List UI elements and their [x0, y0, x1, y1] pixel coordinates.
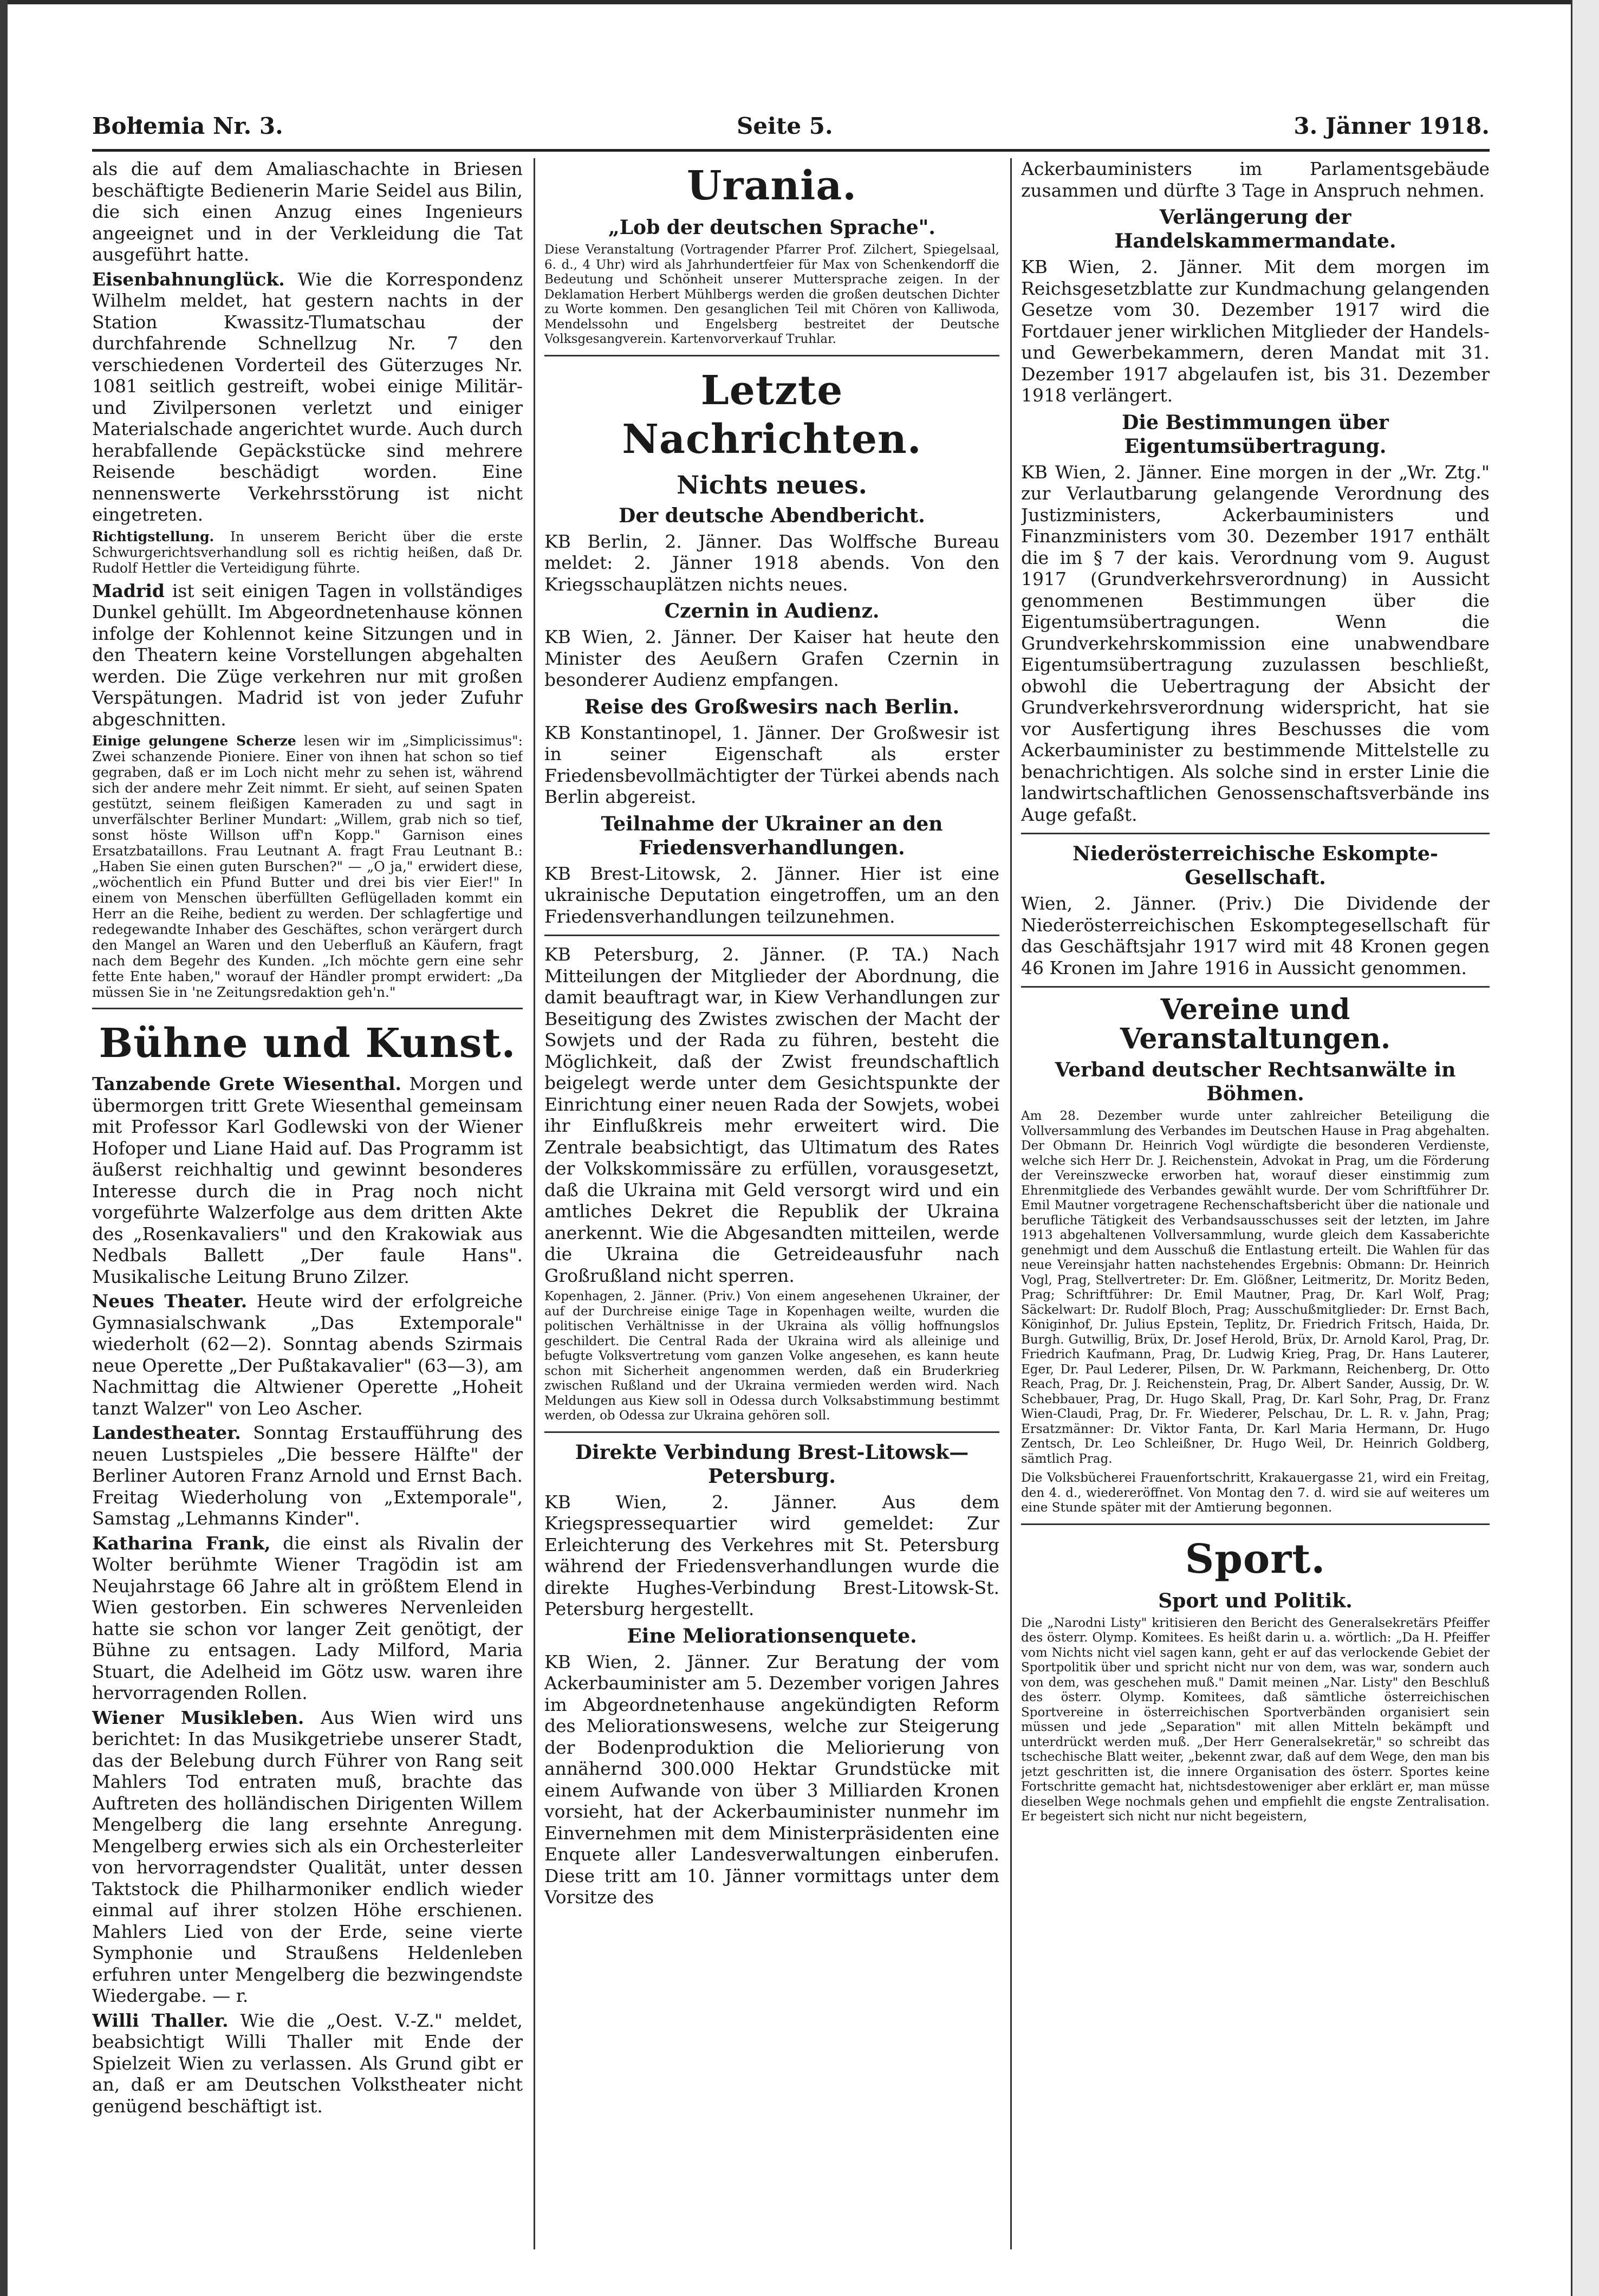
- headline-handelskammermandate: Verlängerung der Handelskammermandate.: [1114, 206, 1396, 252]
- headline-czernin: Czernin in Audienz.: [664, 600, 880, 622]
- section-title-urania: Urania.: [686, 163, 857, 209]
- article-eisenbahnunglueck: Eisenbahnunglück. Wie die Korrespondenz Wilhelm meldet, hat gestern nachts in der Station Kwassitz-Tlumatschau der durchfahrende Schnellzug Nr. 7 den verschiedenen Vorderteil des Güterzuges Nr. 1081 seitlich gestreift, wobei einige Militär- und Zivilpersonen verletzt und einiger Materialschade angerichtet wurde. Auch durch herabfallende Gepäckstücke sind mehrere Reisende beschädigt worden. Eine nennenswerte Verkehrsstörung ist nicht eingetreten.: [92, 268, 523, 525]
- page-header: [92, 113, 1490, 145]
- column-divider-1: [534, 158, 535, 2249]
- scan-border-left: [0, 0, 8, 2296]
- headline-abendbericht: Der deutsche Abendbericht.: [619, 504, 925, 527]
- article-tanzabende: Tanzabende Grete Wiesenthal. Morgen und übermorgen tritt Grete Wiesenthal gemeinsam mit Professor Karl Godlewski von der Wiener Hofoper und Liane Haid auf. Das Programm ist äußerst reichhaltig und gewinnt besonderes Interesse durch die in Prag noch nicht vorgeführte Walzerfolge aus dem dritten Akte des „Rosenkavaliers" und den Krakowiak aus Nedbals Ballett „Der faule Hans". Musikalische Leitung Bruno Zilzer.: [92, 1073, 523, 1287]
- text-direkte-verbindung: KB Wien, 2. Jänner. Aus dem Kriegspressequartier wird gemeldet: Zur Erleichterung des Verkehres mit St. Petersburg während der Friedensverhandlungen wurde die direkte Hughes-Verbindung Brest-Litowsk-St. Petersburg hergestellt.: [544, 1491, 999, 1619]
- section-rule: [1021, 986, 1490, 988]
- section-rule: [544, 1431, 999, 1433]
- headline-eigentumsuebertragung: Die Bestimmungen über Eigentumsübertragung.: [1122, 411, 1389, 458]
- article-katharina-frank: Katharina Frank, die einst als Rivalin der Wolter berühmte Wiener Tragödin ist am Neujahrstage 66 Jahre alt in größtem Elend in Wien gestorben. Ein schweres Nervenleiden hatte sie schon vor langer Zeit genötigt, der Bühne zu entsagen. Lady Milford, Maria Stuart, die Adelheid im Götz usw. waren ihre hervorragenden Rollen.: [92, 1532, 523, 1703]
- article-neues-theater: Neues Theater. Heute wird der erfolgreiche Gymnasialschwank „Das Extemporale" wiederholt (62—2). Sonntag abends Szirmais neue Operette „Der Pußtakavalier" (63—3), am Nachmittag die Altwiener Operette „Hoheit tanzt Walzer" von Leo Ascher.: [92, 1290, 523, 1419]
- text-eskompte: Wien, 2. Jänner. (Priv.) Die Dividende der Niederösterreichischen Eskomptegesellschaft für das Geschäftsjahr 1917 wird mit 48 Kronen gegen 46 Kronen im Jahre 1916 in Aussicht genommen.: [1021, 893, 1490, 978]
- text-meliorationsenquete: KB Wien, 2. Jänner. Zur Beratung der vom Ackerbauminister am 5. Dezember vorigen Jahres im Abgeordnetenhause angekündigten Reform des Meliorationswesens, welche zur Steigerung der Bodenproduktion die Meliorierung von annähernd 300.000 Hektar Grundstücke mit einem Aufwande von über 3 Milliarden Kronen vorsieht, hat der Ackerbauminister nunmehr im Einvernehmen mit dem Ministerpräsidenten eine Enquete aller Landesverwaltungen einberufen. Diese tritt am 10. Jänner vormittags unter dem Vorsitze des: [544, 1651, 999, 1908]
- section-rule: [1021, 833, 1490, 834]
- article-landestheater: Landestheater. Sonntag Erstaufführung des neuen Lustspieles „Die bessere Hälfte" der Berliner Autoren Franz Arnold und Ernst Bach. Freitag Wiederholung von „Extemporale", Samstag „Lehmanns Kinder".: [92, 1422, 523, 1529]
- text-grosswesir: KB Konstantinopel, 1. Jänner. Der Großwesir ist in seiner Eigenschaft als erster Friedensbevollmächtigter der Türkei abends nach Berlin abgereist.: [544, 722, 999, 807]
- text-rechtsanwaelte: Am 28. Dezember wurde unter zahlreicher Beteiligung die Vollversammlung des Verbandes im Deutschen Hause in Prag abgehalten. Der Obmann Dr. Heinrich Vogl würdigte die besonderen Verdienste, welche sich Herr Dr. J. Reichenstein, Advokat in Prag, um die Förderung der Vereinszwecke erworben hat, worauf dieser einstimmig zum Ehrenmitgliede des Verbandes gewählt wurde. Der vom Schriftführer Dr. Emil Mautner vorgetragene Rechenschaftsbericht über die nationale und berufliche Tätigkeit des Verbandsausschusses seit der letzten, im Jahre 1913 abgehaltenen Vollversammlung, wurde gleich dem Kassaberichte genehmigt und dem Ausschuß die Entlastung erteilt. Die Wahlen für das neue Vereinsjahr hatten nachstehendes Ergebnis: Obmann: Dr. Heinrich Vogl, Prag, Stellvertreter: Dr. Em. Glößner, Leitmeritz, Dr. Moritz Beden, Prag; Schriftführer: Dr. Emil Mautner, Prag, Dr. Karl Wolf, Prag; Säckelwart: Dr. Rudolf Bloch, Prag; Ausschußmitglieder: Dr. Ernst Bach, Königinhof, Dr. Julius Epstein, Teplitz, Dr. Friedrich Fritsch, Haida, Dr. Burgh. Gutwillig, Brüx, Dr. Josef Herold, Brüx, Dr. Arnold Karol, Prag, Dr. Friedrich Kaufmann, Prag, Dr. Ludwig Krieg, Prag, Dr. Hans Lauterer, Eger, Dr. Paul Lederer, Pilsen, Dr. W. Parkmann, Reichenberg, Dr. Otto Reach, Prag, Dr. J. Reichenstein, Prag, Dr. Albert Sander, Aussig, Dr. W. Schebbauer, Prag, Dr. Hugo Skall, Prag, Dr. Karl Sohr, Prag, Dr. Franz Wien-Claudi, Prag, Dr. Fr. Wiederer, Pelschau, Dr. L. R. v. Jahn, Prag; Ersatzmänner: Dr. Viktor Fanta, Dr. Karl Maria Hermann, Dr. Hugo Zentsch, Dr. Leo Schleißner, Dr. Hugo Weil, Dr. Heinrich Goldberg, sämtlich Prag.: [1021, 1109, 1490, 1466]
- headline-eskompte: Niederösterreichische Eskompte-Gesellschaft.: [1072, 842, 1438, 889]
- text-volksbuecherei: Die Volksbücherei Frauenfortschritt, Krakauergasse 21, wird ein Freitag, den 4. d., wiedereröffnet. Von Montag den 7. d. wird sie auf weiteres um eine Stunde später mit der Amtierung begonnen.: [1021, 1471, 1490, 1515]
- text-petersburg: KB Petersburg, 2. Jänner. (P. TA.) Nach Mitteilungen der Mitglieder der Abordnung, die damit beauftragt war, in Kiew Verhandlungen zur Beseitigung des Zwistes zwischen der Macht der Sowjets und der Rada zu führen, besteht die Möglichkeit, daß der Zwist freundschaftlich beigelegt werde unter dem Gesichtspunkte der Einrichtung einer neuen Rada der Sowjets, wobei ihr Einflußkreis mehr erweitert wird. Die Zentrale beabsichtigt, das Ultimatum des Rates der Volkskommissäre zu erfüllen, vorausgesetzt, daß die Ukraina mit Geld versorgt wird und ein amtliches Dekret die Republik der Ukraina anerkennt. Wie die Abgesandten mitteilen, werde die Ukraina die Getreideausfuhr nach Großrußland nicht sperren.: [544, 944, 999, 1286]
- section-title-letzte-nachrichten: Letzte Nachrichten.: [622, 367, 922, 463]
- section-rule: [544, 935, 999, 936]
- headline-rechtsanwaelte: Verband deutscher Rechtsanwälte in Böhmen.: [1055, 1059, 1456, 1105]
- article-lead: Eisenbahnunglück.: [92, 268, 285, 290]
- text-handelskammermandate: KB Wien, 2. Jänner. Mit dem morgen im Reichsgesetzblatte zur Kundmachung gelangenden Gesetze vom 30. Dezember 1917 wird die Fortdauer jener wirklichen Mitglieder der Handels- und Gewerbekammern, deren Mandat mit 31. Dezember 1917 abgelaufen ist, bis 31. Dezember 1918 verlängert.: [1021, 256, 1490, 406]
- section-title-sport: Sport.: [1185, 1535, 1326, 1582]
- scan-border-right: [1571, 0, 1599, 2296]
- section-rule: [1021, 1523, 1490, 1525]
- article-madrid: Madrid ist seit einigen Tagen in vollständiges Dunkel gehüllt. Im Abgeordnetenhause können infolge der Kohlennot keine Sitzungen und in den Theatern keine Vorstellungen abgehalten werden. Die Züge verkehren nur mit großen Verspätungen. Madrid ist von jeder Zufuhr abgeschnitten.: [92, 580, 523, 730]
- text-ukrainer: KB Brest-Litowsk, 2. Jänner. Hier ist eine ukrainische Deputation eingetroffen, um an den Friedensverhandlungen teilzunehmen.: [544, 862, 999, 927]
- article-continuation: als die auf dem Amaliaschachte in Briesen beschäftigte Bedienerin Marie Seidel aus Bilin, die sich einen Anzug eines Ingenieurs angeeignet und in der Verkleidung die Tat ausgeführt hatte.: [92, 158, 523, 265]
- article-richtigstellung: Richtigstellung. In unserem Bericht über die erste Schwurgerichtsverhandlung soll es richtig heißen, daß Dr. Rudolf Hettler die Verteidigung führte.: [92, 528, 523, 576]
- text-sport-und-politik: Die „Narodni Listy" kritisieren den Bericht des Generalsekretärs Pfeiffer des österr. Olymp. Komitees. Es heißt darin u. a. wörtlich: „Da H. Pfeiffer vom Nichts nicht viel sagen kann, geht er auf das verlockende Gebiet der Sportpolitik über und spricht nicht nur von dem, was war, sondern auch von dem, was geschehen muß." Damit meinen „Nar. Listy" den Beschluß des österr. Olymp. Komitees, daß sämtliche österreichischen Sportvereine in österreichischen Sportverbänden organisiert sein müssen und jede „Separation" mit allen Mitteln bekämpft und unterdrückt werden muß. „Der Herr Generalsekretär," so schreibt das tschechische Blatt weiter, „bekennt zwar, daß auf dem Wege, den man bis jetzt geschritten ist, die innere Organisation des österr. Sportes keine Fortschritte gemacht hat, nichtsdestoweniger aber erklärt er, man müsse dieselben Wege nochmals gehen und empfiehlt die engste Zentralisation. Er begeistert sich nicht nur nicht begeistern,: [1021, 1616, 1490, 1824]
- article-willi-thaller: Willi Thaller. Wie die „Oest. V.-Z." meldet, beabsichtigt Willi Thaller mit Ende der Spielzeit Wien zu verlassen. Als Grund gibt er an, daß er am Deutschen Volkstheater nicht genügend beschäftigt ist.: [92, 2009, 523, 2117]
- header-date: 3. Jänner 1918.: [1294, 113, 1490, 139]
- section-rule: [544, 355, 999, 356]
- column-1: [92, 158, 523, 2255]
- scan-border-top: [0, 0, 1599, 4]
- header-paper-issue: Bohemia Nr. 3.: [92, 113, 283, 139]
- urania-subtitle: „Lob der deutschen Sprache".: [608, 216, 935, 239]
- text-continuation: Ackerbauministers im Parlamentsgebäude zusammen und dürfte 3 Tage in Anspruch nehmen.: [1021, 158, 1490, 201]
- column-divider-2: [1010, 158, 1012, 2249]
- section-title-buehne-und-kunst: Bühne und Kunst.: [99, 1020, 516, 1067]
- text-czernin: KB Wien, 2. Jänner. Der Kaiser hat heute den Minister des Aeußern Grafen Czernin in besonderer Audienz empfangen.: [544, 626, 999, 690]
- section-title-vereine: Vereine und Veranstaltungen.: [1120, 993, 1391, 1055]
- column-2: [544, 158, 999, 2255]
- section-rule: [92, 1008, 523, 1009]
- header-page-number: Seite 5.: [737, 113, 833, 139]
- headline-grosswesir: Reise des Großwesirs nach Berlin.: [584, 695, 960, 718]
- header-rule: [92, 149, 1490, 152]
- headline-ukrainer: Teilnahme der Ukrainer an den Friedensverhandlungen.: [601, 812, 943, 859]
- newspaper-page: [70, 65, 1511, 2275]
- article-scherze: Einige gelungene Scherze lesen wir im „Simplicissimus": Zwei schanzende Pioniere. Einer von ihnen hat schon so tief gegraben, daß er im Loch nicht mehr zu sehen ist, während sich der andere mehr Zeit nimmt. Er sieht, auf seinen Spaten gestützt, seinem fleißigen Kameraden zu und sagt in unverfälschter Berliner Mundart: „Willem, grab nich so tief, sonst höste Willson uff'n Kopp." Garnison eines Ersatzbataillons. Frau Leutnant A. fragt Frau Leutnant B.: „Haben Sie einen guten Burschen?" — „O ja," erwidert diese, „wöchentlich ein Pfund Butter und drei bis vier Eier!" In einem von Menschen überfüllten Geflügelladen kommt ein Herr an die Reihe, bedient zu werden. Der schlagfertige und redegewandte Inhaber des Geschäftes, schon verärgert durch den Mangel an Waren und den Ueberfluß an Käufern, fragt nach dem Begehr des Kunden. „Ich möchte gern eine sehr fette Ente haben," worauf der Händler prompt erwidert: „Da müssen Sie in 'ne Zeitungsredaktion geh'n.": [92, 733, 523, 1000]
- article-wiener-musikleben: Wiener Musikleben. Aus Wien wird uns berichtet: In das Musikgetriebe unserer Stadt, das der Belebung durch Führer von Rang seit Mahlers Tod entraten muß, brachte das Auftreten des holländischen Dirigenten Willem Mengelberg die lang ersehnte Anregung. Mengelberg erwies sich als ein Orchesterleiter von hervorragendster Qualität, unter dessen Taktstock die Philharmoniker endlich wieder einmal auf ihrer stolzen Höhe erschienen. Mahlers Lied von der Erde, seine vierte Symphonie und Straußens Heldenleben erfuhren unter Mengelberg die bezwingendste Wiedergabe. — r.: [92, 1707, 523, 2006]
- headline-meliorationsenquete: Eine Meliorationsenquete.: [627, 1624, 917, 1648]
- urania-text: Diese Veranstaltung (Vortragender Pfarrer Prof. Zilchert, Spiegelsaal, 6. d., 4 Uhr) wird als Jahrhundertfeier für Max von Schenkendorff die Bedeutung und Schönheit unserer Muttersprache zeigen. In der Deklamation Herbert Mühlbergs werden die großen deutschen Dichter zu Worte kommen. Den gesanglichen Teil mit Chören von Kalliwoda, Mendelssohn und Engelsberg bestreitet der Deutsche Volksgesangverein. Kartenvorverkauf Truhlar.: [544, 243, 999, 346]
- text-abendbericht: KB Berlin, 2. Jänner. Das Wolffsche Bureau meldet: 2. Jänner 1918 abends. Von den Kriegsschauplätzen nichts neues.: [544, 530, 999, 595]
- text-eigentumsuebertragung: KB Wien, 2. Jänner. Eine morgen in der „Wr. Ztg." zur Verlautbarung gelangende Verordnung des Justizministers, Ackerbauministers und Finanzministers vom 30. Dezember 1917 enthält die im § 7 der kais. Verordnung vom 9. August 1917 (Grundverkehrsverordnung) in Aussicht genommenen Bestimmungen über die Eigentumsübertragungen. Wenn die Grundverkehrskommission eine unabwendbare Eigentumsübertragung zuzulassen beschließt, obwohl die Uebertragung der Absicht der Grundverkehrsverordnung widerspricht, hat sie vor Ausfertigung ihres Beschusses die vom Ackerbauminister zu bestimmende Mittelstelle zu benachrichtigen. Als solche sind in erster Linie die landwirtschaftlichen Genossenschaftsverbände ins Auge gefaßt.: [1021, 461, 1490, 825]
- headline-sport-und-politik: Sport und Politik.: [1158, 1589, 1353, 1612]
- headline-direkte-verbindung: Direkte Verbindung Brest-Litowsk—Petersburg.: [575, 1441, 969, 1488]
- text-kopenhagen: Kopenhagen, 2. Jänner. (Priv.) Von einem angesehenen Ukrainer, der auf der Durchreise einige Tage in Kopenhagen weilte, wurden die politischen Verhältnisse in der Ukraina als völlig hoffnungslos geschildert. Die Central Rada der Ukraina wird als alleinige und befugte Volksvertretung vom ganzen Volke angesehen, es kann heute schon mit Sicherheit angenommen werden, daß ein Bruderkrieg zwischen Rußland und der Ukraina vermieden werden wird. Nach Meldungen aus Kiew soll in Odessa durch Volksabstimmung bestimmt werden, ob Odessa zur Ukraina gehören soll.: [544, 1289, 999, 1423]
- column-3: [1021, 158, 1490, 2255]
- headline-nichts-neues: Nichts neues.: [677, 470, 867, 500]
